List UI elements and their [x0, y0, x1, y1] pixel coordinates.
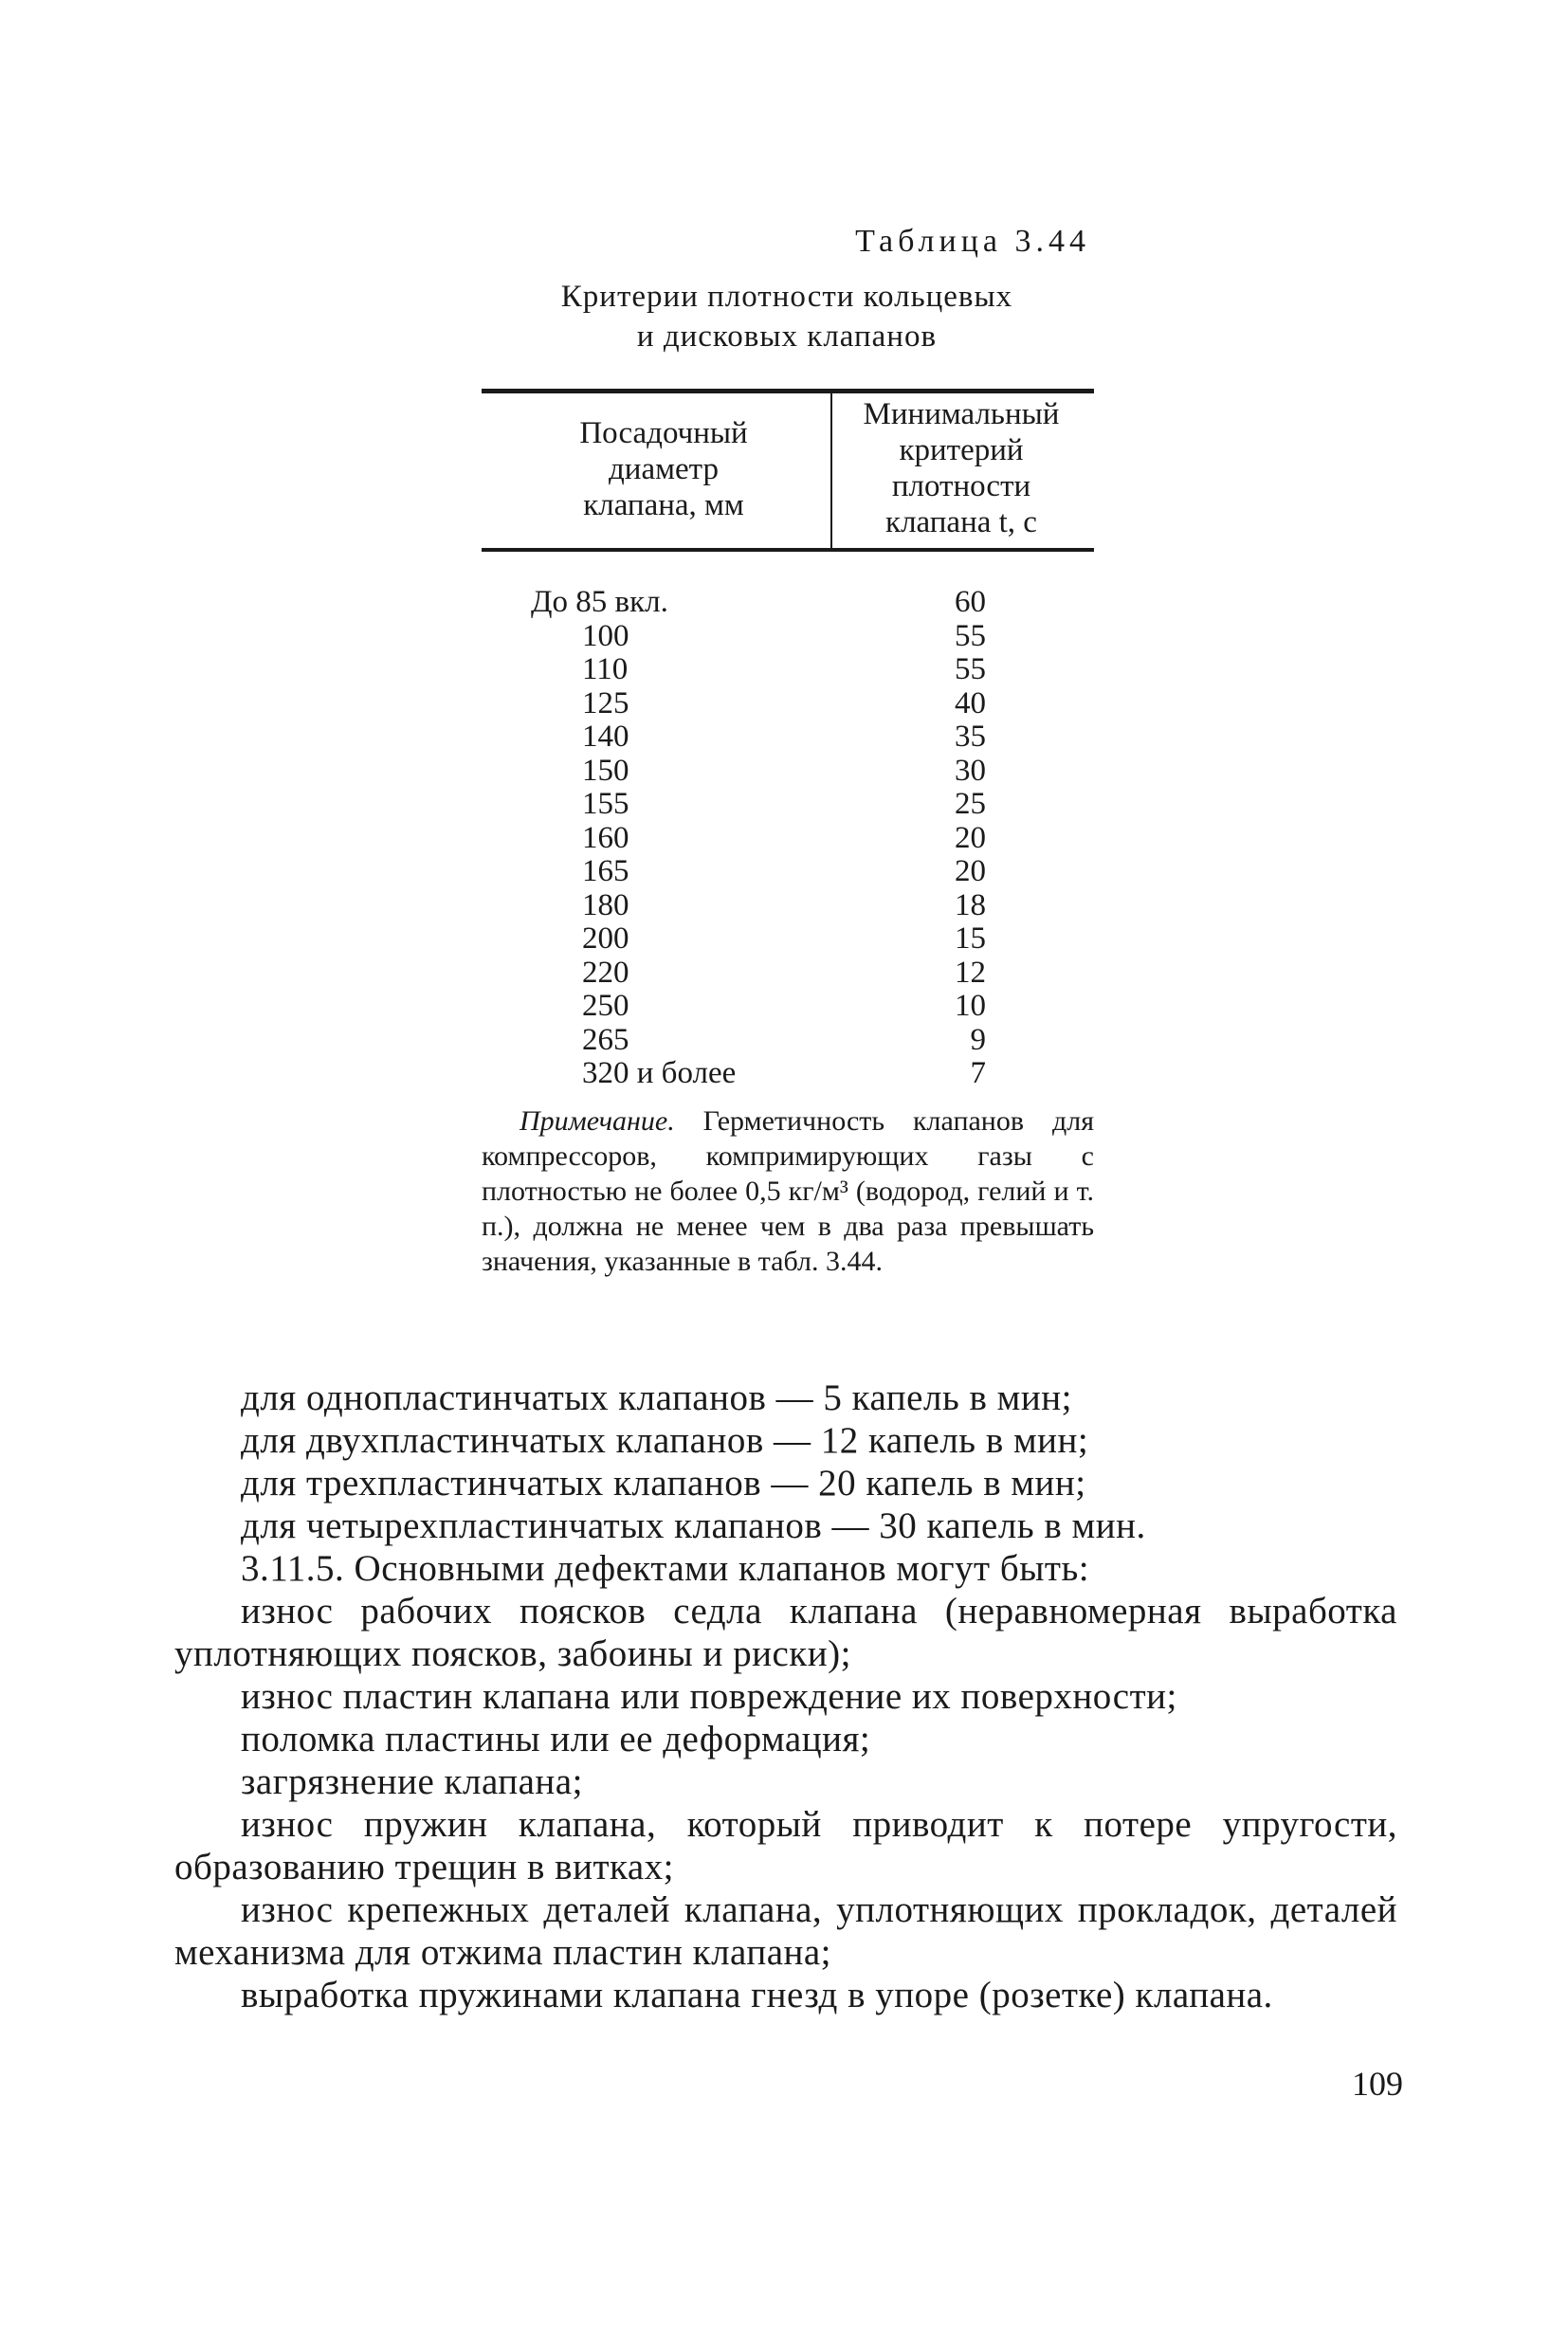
- diameter-cell: 110: [582, 652, 629, 686]
- table-label: Таблица 3.44: [855, 224, 1090, 259]
- criterion-cell: 55: [955, 652, 986, 686]
- table-row: [531, 922, 1062, 957]
- table-header-criterion: [838, 396, 1085, 540]
- table-title-line: Критерии плотности кольцевых: [560, 280, 1013, 314]
- paragraph: для однопластинчатых клапанов — 5 капель в мин;: [241, 1377, 1072, 1418]
- header-line: Посадочный: [579, 416, 748, 450]
- criterion-cell: 30: [955, 753, 986, 788]
- diameter-cell: 250: [582, 989, 629, 1023]
- criterion-cell: 12: [955, 955, 986, 990]
- paragraph: износ пластин клапана или повреждение их поверхности;: [241, 1676, 1177, 1717]
- criterion-cell: 55: [955, 618, 986, 653]
- criterion-cell: 9: [970, 1022, 986, 1057]
- diameter-cell: 265: [582, 1022, 629, 1057]
- diameter-cell: 160: [582, 820, 629, 855]
- header-line: Минимальный: [863, 397, 1060, 431]
- page-number: 109: [1352, 2065, 1403, 2103]
- diameter-cell: 140: [582, 720, 629, 754]
- diameter-cell: 155: [582, 787, 629, 821]
- diameter-cell: До 85 вкл.: [531, 585, 668, 619]
- diameter-cell: 150: [582, 753, 629, 788]
- note-label: Примечание.: [520, 1105, 675, 1137]
- paragraph: загрязнение клапана;: [241, 1761, 583, 1802]
- criterion-cell: 25: [955, 787, 986, 821]
- section-heading: 3.11.5. Основными дефектами клапанов могут быть:: [241, 1548, 1090, 1589]
- header-line: плотности: [891, 469, 1031, 503]
- criterion-cell: 20: [955, 820, 986, 855]
- table-header-rule: [482, 548, 1094, 552]
- criterion-cell: 7: [970, 1056, 986, 1090]
- criterion-cell: 60: [955, 585, 986, 619]
- table-body: [531, 586, 1062, 1091]
- note-text: Герметичность клапанов для компрессоров, компримирующих газы с плотностью не более 0,5 кг/м³ (водород, гелий и т. п.), должна не менее чем в два раза превышать значения, указанные в табл. 3.44.: [482, 1105, 1094, 1277]
- paragraph: для четырехпластинчатых клапанов — 30 капель в мин.: [241, 1505, 1146, 1546]
- table-column-divider: [830, 392, 832, 548]
- table-row: [531, 653, 1062, 687]
- header-line: клапана, мм: [583, 488, 744, 522]
- table-row: [531, 889, 1062, 923]
- body-text: [174, 1377, 1397, 2016]
- criterion-cell: 18: [955, 887, 986, 922]
- table-row: [531, 755, 1062, 789]
- paragraph: износ крепежных деталей клапана, уплотняющих прокладок, деталей механизма для отжима пластин клапана;: [174, 1889, 1397, 1973]
- header-line: критерий: [899, 433, 1024, 467]
- table-header-diameter: [512, 415, 815, 523]
- criterion-cell: 20: [955, 854, 986, 888]
- diameter-cell: 100: [582, 618, 629, 653]
- table-row: [531, 687, 1062, 721]
- paragraph: для трехпластинчатых клапанов — 20 капель в мин;: [241, 1463, 1086, 1504]
- diameter-cell: 220: [582, 955, 629, 990]
- criterion-cell: 15: [955, 921, 986, 956]
- paragraph: выработка пружинами клапана гнезд в упоре (розетке) клапана.: [241, 1975, 1273, 2015]
- table-row: [531, 1024, 1062, 1058]
- paragraph: износ рабочих поясков седла клапана (неравномерная выработка уплотняющих поясков, забоины и риски);: [174, 1591, 1397, 1674]
- header-line: клапана t, с: [885, 505, 1037, 539]
- table-row: [531, 788, 1062, 822]
- criterion-cell: 10: [955, 989, 986, 1023]
- table-row: [531, 855, 1062, 889]
- diameter-cell: 180: [582, 887, 629, 922]
- table-row: [531, 720, 1062, 755]
- table-row: [531, 620, 1062, 654]
- table-row: [531, 822, 1062, 856]
- table-row: [531, 957, 1062, 991]
- diameter-cell: 200: [582, 921, 629, 956]
- paragraph: для двухпластинчатых клапанов — 12 капель в мин;: [241, 1420, 1089, 1461]
- table-note: [482, 1103, 1094, 1279]
- diameter-cell: 165: [582, 854, 629, 888]
- criterion-cell: 35: [955, 720, 986, 754]
- paragraph: поломка пластины или ее деформация;: [241, 1719, 871, 1759]
- table-title-line: и дисковых клапанов: [636, 319, 938, 354]
- table-row: [531, 586, 1062, 620]
- criterion-cell: 40: [955, 685, 986, 720]
- table-row: [531, 1057, 1062, 1091]
- paragraph: износ пружин клапана, который приводит к потере упругости, образованию трещин в витках;: [174, 1804, 1397, 1887]
- diameter-cell: 320 и более: [582, 1056, 737, 1090]
- table-top-rule: [482, 389, 1094, 393]
- table-row: [531, 990, 1062, 1024]
- header-line: диаметр: [609, 452, 719, 486]
- diameter-cell: 125: [582, 685, 629, 720]
- table-title: [483, 277, 1090, 356]
